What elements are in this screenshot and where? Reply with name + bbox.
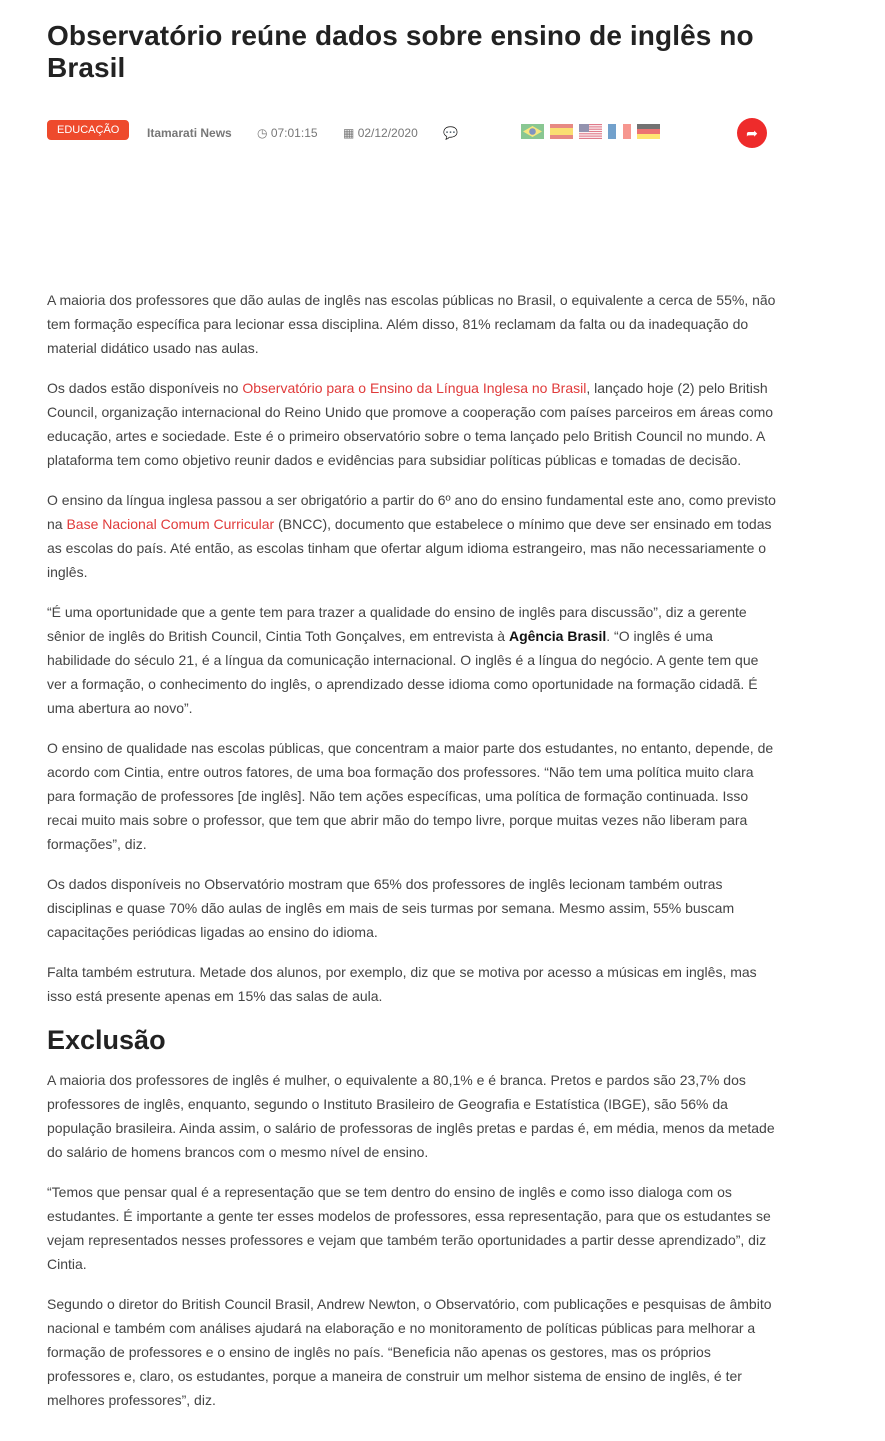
- flag-germany-icon[interactable]: [637, 124, 660, 139]
- paragraph: Os dados disponíveis no Observatório mostram que 65% dos professores de inglês lecionam também outras disciplinas e quase 70% dão aulas de inglês em mais de seis turmas por semana. Mesmo assim, 55% buscam capacitações periódicas ligadas ao ensino do idioma.: [47, 876, 735, 940]
- paragraph: Falta também estrutura. Metade dos alunos, por exemplo, diz que se motiva por acesso a músicas em inglês, mas isso está presente apenas em 15% das salas de aula.: [47, 964, 757, 1004]
- paragraph: A maioria dos professores que dão aulas de inglês nas escolas públicas no Brasil, o equivalente a cerca de 55%, não tem formação específica para lecionar essa disciplina. Além disso, 81% reclamam da falta ou da inadequação do material didático usado nas aulas.: [47, 292, 776, 356]
- paragraph: “Temos que pensar qual é a representação que se tem dentro do ensino de inglês e como isso dialoga com os estudantes. É importante a gente ter esses modelos de professores, essa representação, para que os estudantes se vejam representados nesses professores e vejam que também terão oportunidades a partir desse aprendizado”, diz Cintia.: [47, 1184, 771, 1272]
- calendar-icon: ▦: [343, 126, 355, 140]
- paragraph: [47, 488, 777, 584]
- flag-spain-icon[interactable]: [550, 124, 573, 139]
- clock-icon: ◷: [257, 126, 268, 140]
- text: , lançado hoje (2) pelo British Council, organização internacional do Reino Unido que promove a cooperação com países parceiros em áreas como educação, artes e sociedade. Este é o primeiro observatório sobre o tema lançado pelo British Council no mundo. A plataforma tem como objetivo reunir dados e evidências para subsidiar políticas públicas e tomadas de decisão.: [47, 380, 774, 468]
- share-button[interactable]: [737, 118, 767, 148]
- agencia-brasil: Agência Brasil: [508, 628, 607, 644]
- text: . “O inglês é uma habilidade do século 21, é a língua da comunicação internacional. O inglês é a língua do negócio. A gente tem que ver a formação, o conhecimento do inglês, o aprendizado desse idioma como oportunidade na formação cidadã. É uma abertura ao novo”.: [47, 628, 759, 716]
- observatorio-link[interactable]: Observatório para o Ensino da Língua Inglesa no Brasil: [242, 380, 587, 396]
- text: “É uma oportunidade que a gente tem para trazer a qualidade do ensino de inglês para discussão”, diz a gerente sênior de inglês do British Council, Cintia Toth Gonçalves, em entrevista à: [47, 604, 747, 644]
- article-body: [47, 288, 777, 1412]
- article-page: [0, 20, 777, 1412]
- paragraph: [47, 376, 777, 472]
- paragraph: A maioria dos professores de inglês é mulher, o equivalente a 80,1% e é branca. Pretos e pardos são 23,7% dos professores de inglês, enquanto, segundo o Instituto Brasileiro de Geografia e Estatística (IBGE), são 56% da população brasileira. Ainda assim, o salário de professoras de inglês pretas e pardas é, em média, menos da metade do salário de homens brancos com o mesmo nível de ensino.: [47, 1072, 775, 1160]
- language-flags: [521, 124, 660, 139]
- publish-date: [343, 126, 418, 140]
- flag-brazil-icon[interactable]: [521, 124, 544, 139]
- author[interactable]: Itamarati News: [147, 126, 232, 140]
- flag-usa-icon[interactable]: [579, 124, 602, 139]
- date-value: 02/12/2020: [357, 126, 418, 140]
- publish-time: [257, 126, 318, 140]
- section-heading: Exclusão: [47, 1025, 166, 1055]
- text: Os dados estão disponíveis no: [47, 380, 243, 396]
- paragraph: [47, 600, 777, 720]
- comments-icon[interactable]: 💬: [443, 126, 458, 140]
- paragraph: Segundo o diretor do British Council Brasil, Andrew Newton, o Observatório, com publicações e pesquisas de âmbito nacional e também com análises ajudará na elaboração e no monitoramento de políticas públicas para melhorar a formação de professores e o ensino de inglês no país. “Beneficia não apenas os gestores, mas os próprios professores e, claro, os estudantes, porque a maneira de construir um melhor sistema de ensino de inglês, é ter melhores professores”, diz.: [47, 1296, 772, 1408]
- flag-france-icon[interactable]: [608, 124, 631, 139]
- bncc-link[interactable]: Base Nacional Comum Curricular: [66, 516, 275, 532]
- article-meta: [47, 118, 777, 158]
- paragraph: O ensino de qualidade nas escolas públicas, que concentram a maior parte dos estudantes, no entanto, depende, de acordo com Cintia, entre outros fatores, de uma boa formação dos professores. “Não tem uma política muito clara para formação de professores [de inglês]. Não tem ações específicas, uma política de formação continuada. Isso recai muito mais sobre o professor, que tem que abrir mão do tempo livre, porque muitas vezes não liberam para formações”, diz.: [47, 740, 774, 852]
- article-title: Observatório reúne dados sobre ensino de inglês no Brasil: [47, 20, 754, 83]
- time-value: 07:01:15: [270, 126, 318, 140]
- text: O ensino da língua inglesa passou a ser obrigatório a partir do 6º ano do ensino fundamental este ano, como previsto na: [47, 492, 776, 532]
- category-badge[interactable]: EDUCAÇÃO: [47, 120, 129, 140]
- share-icon: ➦: [746, 124, 758, 141]
- text: (BNCC), documento que estabelece o mínimo que deve ser ensinado em todas as escolas do país. Até então, as escolas tinham que ofertar algum idioma estrangeiro, mas não necessariamente o inglês.: [47, 516, 772, 580]
